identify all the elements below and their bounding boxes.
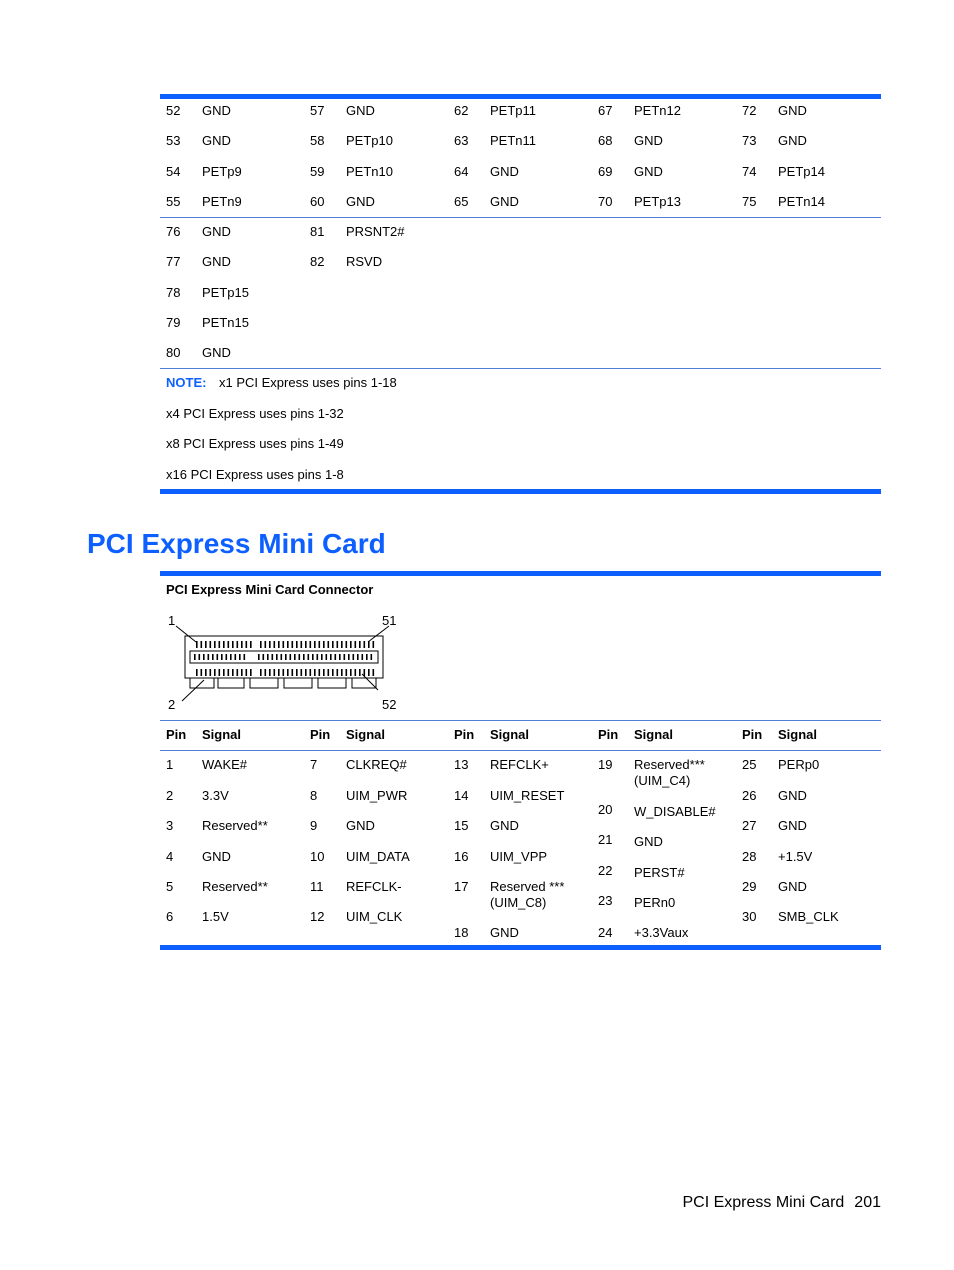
mini-table-header-bottom-rule — [160, 750, 881, 751]
header-pin: Pin — [598, 727, 619, 742]
signal-name: PETn15 — [202, 315, 249, 330]
connector-pin — [350, 641, 352, 648]
connector-pin — [228, 641, 230, 648]
pin-number: 80 — [166, 345, 181, 360]
mini-table-caption: PCI Express Mini Card Connector — [166, 582, 374, 597]
pin-number: 75 — [742, 194, 757, 209]
pin-number: 81 — [310, 224, 325, 239]
signal-name: PETp13 — [634, 194, 681, 209]
note-line: x16 PCI Express uses pins 1-8 — [166, 467, 344, 482]
connector-pin — [341, 669, 343, 676]
pin-number: 11 — [310, 879, 324, 894]
connector-pin — [310, 669, 312, 676]
header-pin: Pin — [310, 727, 331, 742]
connector-pin — [203, 654, 205, 660]
page-footer — [682, 1193, 881, 1213]
connector-pin — [346, 669, 348, 676]
pin-number: 19 — [598, 757, 613, 772]
connector-pin — [287, 669, 289, 676]
pin-number: 5 — [166, 879, 174, 894]
connector-pin — [223, 669, 225, 676]
pin-number: 60 — [310, 194, 325, 209]
connector-pin — [201, 641, 203, 648]
connector-pin — [359, 641, 361, 648]
signal-name: UIM_RESET — [490, 788, 565, 803]
connector-pin — [296, 641, 298, 648]
connector-pin — [244, 654, 246, 660]
connector-pin — [314, 641, 316, 648]
pin-number: 73 — [742, 133, 757, 148]
connector-pin — [337, 669, 339, 676]
header-signal: Signal — [202, 727, 242, 742]
pin-number: 64 — [454, 164, 469, 179]
connector-pin — [355, 641, 357, 648]
connector-pin — [223, 641, 225, 648]
signal-name-continued: (UIM_C4) — [634, 773, 691, 788]
connector-pin — [212, 654, 214, 660]
pin-number: 24 — [598, 925, 613, 940]
note-line: x4 PCI Express uses pins 1-32 — [166, 406, 344, 421]
connector-pin — [260, 669, 262, 676]
pin-number: 17 — [454, 879, 469, 894]
signal-name: PETn12 — [634, 103, 681, 118]
signal-name: 1.5V — [202, 909, 229, 924]
signal-name: PETn10 — [346, 164, 393, 179]
signal-name: PERST# — [634, 865, 685, 880]
pin-number: 74 — [742, 164, 757, 179]
pin-number: 63 — [454, 133, 469, 148]
pin-number: 21 — [598, 832, 613, 847]
signal-name: GND — [778, 818, 807, 833]
signal-name: PERp0 — [778, 757, 820, 772]
connector-pin — [265, 669, 267, 676]
connector-pin — [250, 641, 252, 648]
connector-pin — [217, 654, 219, 660]
signal-name: GND — [778, 788, 807, 803]
header-pin: Pin — [454, 727, 475, 742]
connector-pin — [221, 654, 223, 660]
connector-pin — [205, 641, 207, 648]
signal-name: REFCLK- — [346, 879, 402, 894]
connector-pin — [232, 641, 234, 648]
signal-name: PETp15 — [202, 285, 249, 300]
signal-name: GND — [490, 164, 519, 179]
pin-number: 67 — [598, 103, 613, 118]
connector-pin — [353, 654, 355, 660]
signal-name: GND — [202, 345, 231, 360]
connector-pin — [230, 654, 232, 660]
connector-pin — [250, 669, 252, 676]
connector-pin — [269, 669, 271, 676]
connector-pin — [285, 654, 287, 660]
signal-name: GND — [202, 254, 231, 269]
pin-number: 82 — [310, 254, 325, 269]
signal-name: REFCLK+ — [490, 757, 549, 772]
connector-pin — [317, 654, 319, 660]
note-label: NOTE: — [166, 375, 207, 390]
connector-pin — [226, 654, 228, 660]
page-number: 201 — [854, 1194, 881, 1211]
connector-pin — [272, 654, 274, 660]
pin-number: 1 — [166, 757, 174, 772]
pin-number: 58 — [310, 133, 325, 148]
connector-pin — [201, 669, 203, 676]
connector-pin — [359, 669, 361, 676]
pin-number: 3 — [166, 818, 174, 833]
pin-number: 2 — [166, 788, 174, 803]
connector-pin — [348, 654, 350, 660]
connector-pin — [263, 654, 265, 660]
section-title: PCI Express Mini Card — [87, 528, 386, 559]
pin-number: 28 — [742, 849, 757, 864]
pin-number: 27 — [742, 818, 757, 833]
diagram-label-pin2: 2 — [168, 697, 176, 712]
pin-number: 53 — [166, 133, 181, 148]
pin-number: 29 — [742, 879, 757, 894]
signal-name: Reserved *** — [490, 879, 565, 894]
connector-pin — [299, 654, 301, 660]
signal-name: PRSNT2# — [346, 224, 405, 239]
signal-name: GND — [202, 224, 231, 239]
pin-number: 8 — [310, 788, 318, 803]
connector-pin — [246, 669, 248, 676]
header-pin: Pin — [166, 727, 187, 742]
pin-number: 52 — [166, 103, 181, 118]
connector-pin — [228, 669, 230, 676]
connector-pin — [373, 641, 375, 648]
connector-pin — [364, 669, 366, 676]
connector-pin — [196, 641, 198, 648]
signal-name: GND — [202, 849, 231, 864]
pin-number: 14 — [454, 788, 469, 803]
pin-number: 54 — [166, 164, 181, 179]
connector-pin — [274, 669, 276, 676]
connector-pin — [346, 641, 348, 648]
connector-pin — [241, 669, 243, 676]
diagram-label-pin1: 1 — [168, 613, 176, 628]
connector-pin — [258, 654, 260, 660]
signal-name: CLKREQ# — [346, 757, 407, 772]
connector-pin — [290, 654, 292, 660]
pin-number: 77 — [166, 254, 181, 269]
signal-name: GND — [634, 133, 663, 148]
pin-number: 70 — [598, 194, 613, 209]
pin-number: 26 — [742, 788, 757, 803]
connector-pin — [350, 669, 352, 676]
signal-name: SMB_CLK — [778, 909, 839, 924]
connector-pin — [294, 654, 296, 660]
signal-name: PETp9 — [202, 164, 242, 179]
signal-name: GND — [346, 818, 375, 833]
connector-pin — [283, 641, 285, 648]
connector-pin — [237, 669, 239, 676]
connector-pin — [214, 669, 216, 676]
pin-number: 9 — [310, 818, 318, 833]
connector-pin — [194, 654, 196, 660]
connector-pin — [196, 669, 198, 676]
header-signal: Signal — [490, 727, 530, 742]
signal-name: GND — [778, 133, 807, 148]
connector-pin — [301, 669, 303, 676]
connector-pin — [323, 669, 325, 676]
pin-number: 69 — [598, 164, 613, 179]
connector-pin — [199, 654, 201, 660]
connector-pin — [219, 641, 221, 648]
connector-pin — [305, 641, 307, 648]
pin-number: 65 — [454, 194, 469, 209]
connector-pin — [339, 654, 341, 660]
connector-pin — [355, 669, 357, 676]
signal-name: +1.5V — [778, 849, 813, 864]
connector-pin — [371, 654, 373, 660]
connector-pin — [210, 669, 212, 676]
pin-number: 59 — [310, 164, 325, 179]
pin-number: 79 — [166, 315, 181, 330]
signal-name: GND — [490, 194, 519, 209]
header-signal: Signal — [634, 727, 674, 742]
pin-number: 16 — [454, 849, 469, 864]
connector-pin — [321, 654, 323, 660]
signal-name: Reserved** — [202, 818, 268, 833]
pin-number: 15 — [454, 818, 469, 833]
connector-pin — [239, 654, 241, 660]
signal-name: Reserved** — [202, 879, 268, 894]
connector-pin — [267, 654, 269, 660]
pin-number: 20 — [598, 802, 613, 817]
pin-number: 18 — [454, 925, 469, 940]
top-table-top-bar — [160, 94, 881, 99]
signal-name: +3.3Vaux — [634, 925, 689, 940]
signal-name: RSVD — [346, 254, 383, 269]
mini-table-header-top-rule — [160, 720, 881, 721]
connector-pin — [303, 654, 305, 660]
top-table-note-divider — [160, 368, 881, 369]
connector-pin — [308, 654, 310, 660]
pin-number: 10 — [310, 849, 325, 864]
signal-name: UIM_DATA — [346, 849, 410, 864]
signal-name: GND — [778, 879, 807, 894]
connector-pin — [292, 641, 294, 648]
signal-name: PETn9 — [202, 194, 242, 209]
top-table-bottom-bar — [160, 489, 881, 494]
top-table-group-divider — [160, 217, 881, 218]
signal-name: GND — [634, 164, 663, 179]
connector-pin — [335, 654, 337, 660]
signal-name: PETp10 — [346, 133, 393, 148]
connector-pin — [265, 641, 267, 648]
pin-number: 68 — [598, 133, 613, 148]
signal-name: PETp11 — [490, 103, 537, 118]
connector-pin — [278, 641, 280, 648]
connector-pin — [368, 669, 370, 676]
connector-pin — [292, 669, 294, 676]
signal-name: GND — [202, 103, 231, 118]
pin-number: 62 — [454, 103, 469, 118]
connector-pin — [373, 669, 375, 676]
connector-pin — [205, 669, 207, 676]
diagram-label-pin52: 52 — [382, 697, 397, 712]
connector-pin — [274, 641, 276, 648]
connector-pin — [241, 641, 243, 648]
signal-name: PETn14 — [778, 194, 825, 209]
signal-name: PETn11 — [490, 133, 537, 148]
signal-name: W_DISABLE# — [634, 804, 716, 819]
signal-name: PERn0 — [634, 895, 676, 910]
connector-pin — [330, 654, 332, 660]
connector-pin — [219, 669, 221, 676]
connector-pin — [332, 641, 334, 648]
pin-number: 6 — [166, 909, 174, 924]
connector-pin — [341, 641, 343, 648]
connector-pin — [283, 669, 285, 676]
connector-pin — [278, 669, 280, 676]
pin-number: 22 — [598, 863, 613, 878]
note-line: x8 PCI Express uses pins 1-49 — [166, 436, 344, 451]
signal-name: 3.3V — [202, 788, 229, 803]
connector-pin — [235, 654, 237, 660]
pin-number: 13 — [454, 757, 469, 772]
signal-name: GND — [778, 103, 807, 118]
connector-pin — [260, 641, 262, 648]
pin-number: 30 — [742, 909, 757, 924]
connector-pin — [314, 669, 316, 676]
connector-pin — [328, 669, 330, 676]
footer-title: PCI Express Mini Card — [682, 1194, 845, 1211]
connector-pin — [337, 641, 339, 648]
signal-name: GND — [490, 925, 519, 940]
connector-pin — [214, 641, 216, 648]
signal-name: GND — [634, 834, 663, 849]
connector-pin — [210, 641, 212, 648]
connector-pin — [208, 654, 210, 660]
connector-pin — [328, 641, 330, 648]
connector-pin — [319, 641, 321, 648]
connector-pin — [246, 641, 248, 648]
connector-pin — [310, 641, 312, 648]
connector-pin — [357, 654, 359, 660]
connector-pin — [368, 641, 370, 648]
pin-number: 7 — [310, 757, 318, 772]
connector-pin — [232, 669, 234, 676]
connector-pin — [332, 669, 334, 676]
pin-number: 23 — [598, 893, 613, 908]
connector-pin — [276, 654, 278, 660]
pin-number: 25 — [742, 757, 757, 772]
connector-pin — [364, 641, 366, 648]
connector-pin — [362, 654, 364, 660]
connector-diagram — [160, 608, 420, 718]
mini-table-bottom-bar — [160, 945, 881, 950]
signal-name: Reserved*** — [634, 757, 705, 772]
pin-number: 57 — [310, 103, 325, 118]
connector-pin — [366, 654, 368, 660]
connector-pin — [312, 654, 314, 660]
pin-number: 76 — [166, 224, 181, 239]
note-line: x1 PCI Express uses pins 1-18 — [219, 375, 397, 390]
signal-name: UIM_PWR — [346, 788, 408, 803]
signal-name: GND — [346, 103, 375, 118]
signal-name: GND — [490, 818, 519, 833]
connector-pin — [344, 654, 346, 660]
connector-pin — [319, 669, 321, 676]
header-pin: Pin — [742, 727, 763, 742]
connector-pin — [281, 654, 283, 660]
pin-number: 55 — [166, 194, 181, 209]
connector-pin — [301, 641, 303, 648]
header-signal: Signal — [346, 727, 386, 742]
signal-name: GND — [202, 133, 231, 148]
pin-number: 78 — [166, 285, 181, 300]
signal-name: PETp14 — [778, 164, 825, 179]
connector-pin — [305, 669, 307, 676]
signal-name: WAKE# — [202, 757, 248, 772]
signal-name: UIM_CLK — [346, 909, 403, 924]
connector-pin — [287, 641, 289, 648]
connector-pin — [296, 669, 298, 676]
pin-number: 12 — [310, 909, 325, 924]
connector-pin — [237, 641, 239, 648]
pin-number: 72 — [742, 103, 757, 118]
connector-pin — [269, 641, 271, 648]
connector-pin — [323, 641, 325, 648]
connector-pin — [326, 654, 328, 660]
signal-name-continued: (UIM_C8) — [490, 895, 547, 910]
mini-table-top-bar — [160, 571, 881, 576]
header-signal: Signal — [778, 727, 818, 742]
pin-number: 4 — [166, 849, 174, 864]
connector-diagram-svg — [160, 608, 420, 718]
diagram-label-pin51: 51 — [382, 613, 397, 628]
signal-name: GND — [346, 194, 375, 209]
signal-name: UIM_VPP — [490, 849, 548, 864]
